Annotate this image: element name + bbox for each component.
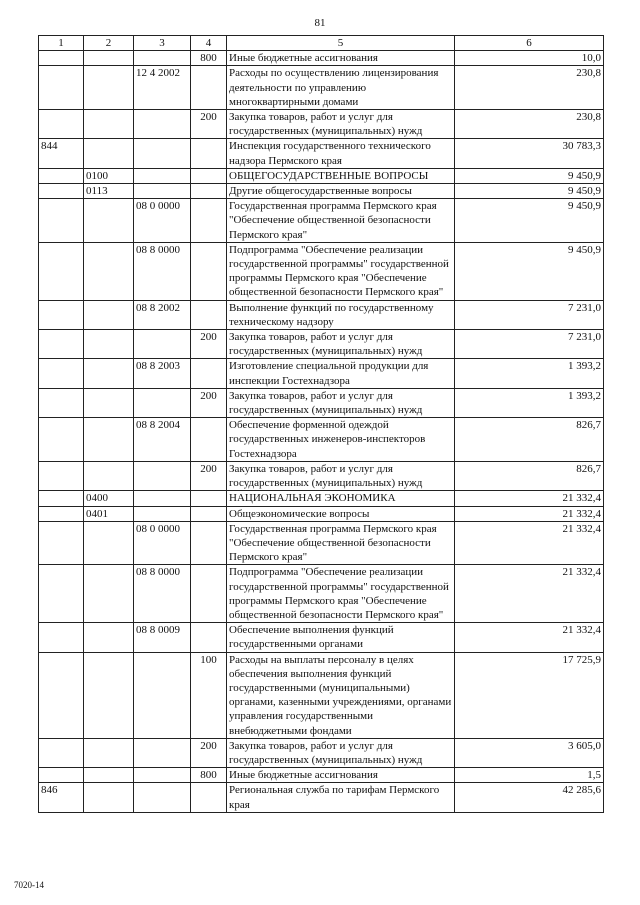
admin-code-cell — [39, 461, 84, 490]
description-cell: Выполнение функций по государственному техническому надзору — [227, 300, 455, 329]
section-code-cell — [84, 418, 134, 462]
expense-type-cell: 200 — [191, 738, 227, 767]
target-article-cell — [134, 168, 191, 183]
amount-cell: 9 450,9 — [455, 199, 604, 243]
table-row — [39, 184, 604, 199]
expense-type-cell: 200 — [191, 330, 227, 359]
admin-code-cell — [39, 521, 84, 565]
target-article-cell — [134, 388, 191, 417]
amount-cell: 9 450,9 — [455, 242, 604, 300]
amount-cell: 1 393,2 — [455, 388, 604, 417]
target-article-cell — [134, 110, 191, 139]
expense-type-cell — [191, 565, 227, 623]
description-cell: Расходы по осуществлению лицензирования деятельности по управлению многоквартирными домами — [227, 66, 455, 110]
section-code-cell — [84, 565, 134, 623]
expense-type-cell — [191, 199, 227, 243]
target-article-cell — [134, 652, 191, 738]
expense-type-cell — [191, 66, 227, 110]
description-cell: Закупка товаров, работ и услуг для государственных (муниципальных) нужд — [227, 388, 455, 417]
table-row — [39, 768, 604, 783]
table-row — [39, 388, 604, 417]
table-row — [39, 300, 604, 329]
description-cell: Государственная программа Пермского края "Обеспечение общественной безопасности Пермского края" — [227, 199, 455, 243]
section-code-cell — [84, 738, 134, 767]
table-row — [39, 418, 604, 462]
description-cell: Закупка товаров, работ и услуг для государственных (муниципальных) нужд — [227, 330, 455, 359]
admin-code-cell — [39, 623, 84, 652]
section-code-cell: 0400 — [84, 491, 134, 506]
expense-type-cell: 800 — [191, 768, 227, 783]
admin-code-cell — [39, 491, 84, 506]
section-code-cell — [84, 521, 134, 565]
amount-cell: 230,8 — [455, 110, 604, 139]
target-article-cell: 08 0 0000 — [134, 199, 191, 243]
amount-cell: 21 332,4 — [455, 506, 604, 521]
table-row — [39, 330, 604, 359]
section-code-cell — [84, 199, 134, 243]
admin-code-cell: 846 — [39, 783, 84, 812]
budget-table — [38, 35, 604, 813]
description-cell: Закупка товаров, работ и услуг для государственных (муниципальных) нужд — [227, 738, 455, 767]
table-row — [39, 110, 604, 139]
target-article-cell: 08 8 2003 — [134, 359, 191, 388]
page-number: 81 — [314, 17, 326, 29]
description-cell: Расходы на выплаты персоналу в целях обеспечения выполнения функций государственными (муниципальными) органами, казенными учреждениями, органами управления государственными внебюджетными фондами — [227, 652, 455, 738]
target-article-cell — [134, 51, 191, 66]
target-article-cell — [134, 783, 191, 812]
amount-cell: 1,5 — [455, 768, 604, 783]
table-row — [39, 506, 604, 521]
admin-code-cell — [39, 168, 84, 183]
admin-code-cell — [39, 330, 84, 359]
column-header: 1 — [39, 36, 84, 51]
column-header: 3 — [134, 36, 191, 51]
description-cell: Подпрограмма "Обеспечение реализации государственной программы" государственной программы Пермского края "Обеспечение общественной безопасности Пермского края" — [227, 242, 455, 300]
amount-cell: 3 605,0 — [455, 738, 604, 767]
admin-code-cell — [39, 359, 84, 388]
amount-cell: 1 393,2 — [455, 359, 604, 388]
admin-code-cell — [39, 66, 84, 110]
expense-type-cell — [191, 139, 227, 168]
section-code-cell — [84, 388, 134, 417]
section-code-cell — [84, 783, 134, 812]
target-article-cell: 08 8 2002 — [134, 300, 191, 329]
table-row — [39, 139, 604, 168]
amount-cell: 21 332,4 — [455, 521, 604, 565]
table-row — [39, 738, 604, 767]
admin-code-cell — [39, 506, 84, 521]
amount-cell: 21 332,4 — [455, 491, 604, 506]
expense-type-cell — [191, 491, 227, 506]
table-row — [39, 51, 604, 66]
section-code-cell — [84, 139, 134, 168]
target-article-cell — [134, 461, 191, 490]
expense-type-cell: 200 — [191, 110, 227, 139]
amount-cell: 7 231,0 — [455, 330, 604, 359]
section-code-cell — [84, 330, 134, 359]
section-code-cell: 0401 — [84, 506, 134, 521]
amount-cell: 21 332,4 — [455, 623, 604, 652]
description-cell: Изготовление специальной продукции для инспекции Гостехнадзора — [227, 359, 455, 388]
target-article-cell: 08 8 2004 — [134, 418, 191, 462]
amount-cell: 9 450,9 — [455, 168, 604, 183]
amount-cell: 7 231,0 — [455, 300, 604, 329]
table-row — [39, 783, 604, 812]
description-cell: Иные бюджетные ассигнования — [227, 51, 455, 66]
description-cell: Общеэкономические вопросы — [227, 506, 455, 521]
description-cell: Другие общегосударственные вопросы — [227, 184, 455, 199]
expense-type-cell: 200 — [191, 461, 227, 490]
target-article-cell — [134, 330, 191, 359]
column-header: 2 — [84, 36, 134, 51]
amount-cell: 826,7 — [455, 418, 604, 462]
table-row — [39, 199, 604, 243]
section-code-cell — [84, 110, 134, 139]
admin-code-cell — [39, 51, 84, 66]
section-code-cell — [84, 242, 134, 300]
table-row — [39, 491, 604, 506]
admin-code-cell — [39, 184, 84, 199]
table-row — [39, 652, 604, 738]
expense-type-cell — [191, 521, 227, 565]
expense-type-cell — [191, 242, 227, 300]
description-cell: Закупка товаров, работ и услуг для государственных (муниципальных) нужд — [227, 110, 455, 139]
expense-type-cell — [191, 506, 227, 521]
target-article-cell — [134, 506, 191, 521]
target-article-cell: 08 8 0000 — [134, 565, 191, 623]
table-row — [39, 66, 604, 110]
section-code-cell: 0100 — [84, 168, 134, 183]
expense-type-cell — [191, 300, 227, 329]
column-header: 4 — [191, 36, 227, 51]
table-row — [39, 623, 604, 652]
amount-cell: 42 285,6 — [455, 783, 604, 812]
expense-type-cell: 800 — [191, 51, 227, 66]
target-article-cell — [134, 738, 191, 767]
expense-type-cell — [191, 168, 227, 183]
expense-type-cell: 100 — [191, 652, 227, 738]
description-cell: Подпрограмма "Обеспечение реализации государственной программы" государственной программы Пермского края "Обеспечение общественной безопасности Пермского края" — [227, 565, 455, 623]
description-cell: Обеспечение выполнения функций государственными органами — [227, 623, 455, 652]
amount-cell: 21 332,4 — [455, 565, 604, 623]
admin-code-cell — [39, 110, 84, 139]
column-header: 5 — [227, 36, 455, 51]
description-cell: НАЦИОНАЛЬНАЯ ЭКОНОМИКА — [227, 491, 455, 506]
expense-type-cell — [191, 623, 227, 652]
table-row — [39, 565, 604, 623]
target-article-cell: 08 8 0000 — [134, 242, 191, 300]
admin-code-cell — [39, 199, 84, 243]
expense-type-cell — [191, 359, 227, 388]
section-code-cell — [84, 359, 134, 388]
target-article-cell — [134, 768, 191, 783]
amount-cell: 30 783,3 — [455, 139, 604, 168]
target-article-cell: 08 0 0000 — [134, 521, 191, 565]
description-cell: Региональная служба по тарифам Пермского края — [227, 783, 455, 812]
expense-type-cell — [191, 783, 227, 812]
amount-cell: 826,7 — [455, 461, 604, 490]
table-row — [39, 461, 604, 490]
description-cell: Государственная программа Пермского края "Обеспечение общественной безопасности Пермского края" — [227, 521, 455, 565]
admin-code-cell — [39, 565, 84, 623]
section-code-cell — [84, 300, 134, 329]
admin-code-cell — [39, 738, 84, 767]
header-row — [39, 36, 604, 51]
section-code-cell — [84, 623, 134, 652]
expense-type-cell: 200 — [191, 388, 227, 417]
description-cell: Иные бюджетные ассигнования — [227, 768, 455, 783]
description-cell: Закупка товаров, работ и услуг для государственных (муниципальных) нужд — [227, 461, 455, 490]
admin-code-cell — [39, 300, 84, 329]
amount-cell: 10,0 — [455, 51, 604, 66]
section-code-cell — [84, 461, 134, 490]
footer-code: 7020-14 — [14, 880, 44, 890]
section-code-cell — [84, 66, 134, 110]
expense-type-cell — [191, 184, 227, 199]
target-article-cell — [134, 184, 191, 199]
section-code-cell — [84, 51, 134, 66]
amount-cell: 9 450,9 — [455, 184, 604, 199]
table-row — [39, 359, 604, 388]
section-code-cell: 0113 — [84, 184, 134, 199]
description-cell: ОБЩЕГОСУДАРСТВЕННЫЕ ВОПРОСЫ — [227, 168, 455, 183]
target-article-cell — [134, 491, 191, 506]
section-code-cell — [84, 768, 134, 783]
column-header: 6 — [455, 36, 604, 51]
target-article-cell: 12 4 2002 — [134, 66, 191, 110]
description-cell: Инспекция государственного технического надзора Пермского края — [227, 139, 455, 168]
admin-code-cell — [39, 418, 84, 462]
admin-code-cell — [39, 768, 84, 783]
admin-code-cell — [39, 388, 84, 417]
table-row — [39, 168, 604, 183]
amount-cell: 17 725,9 — [455, 652, 604, 738]
admin-code-cell — [39, 652, 84, 738]
admin-code-cell — [39, 242, 84, 300]
table-row — [39, 242, 604, 300]
section-code-cell — [84, 652, 134, 738]
table-row — [39, 521, 604, 565]
description-cell: Обеспечение форменной одеждой государственных инженеров-инспекторов Гостехнадзора — [227, 418, 455, 462]
expense-type-cell — [191, 418, 227, 462]
amount-cell: 230,8 — [455, 66, 604, 110]
admin-code-cell: 844 — [39, 139, 84, 168]
target-article-cell — [134, 139, 191, 168]
target-article-cell: 08 8 0009 — [134, 623, 191, 652]
